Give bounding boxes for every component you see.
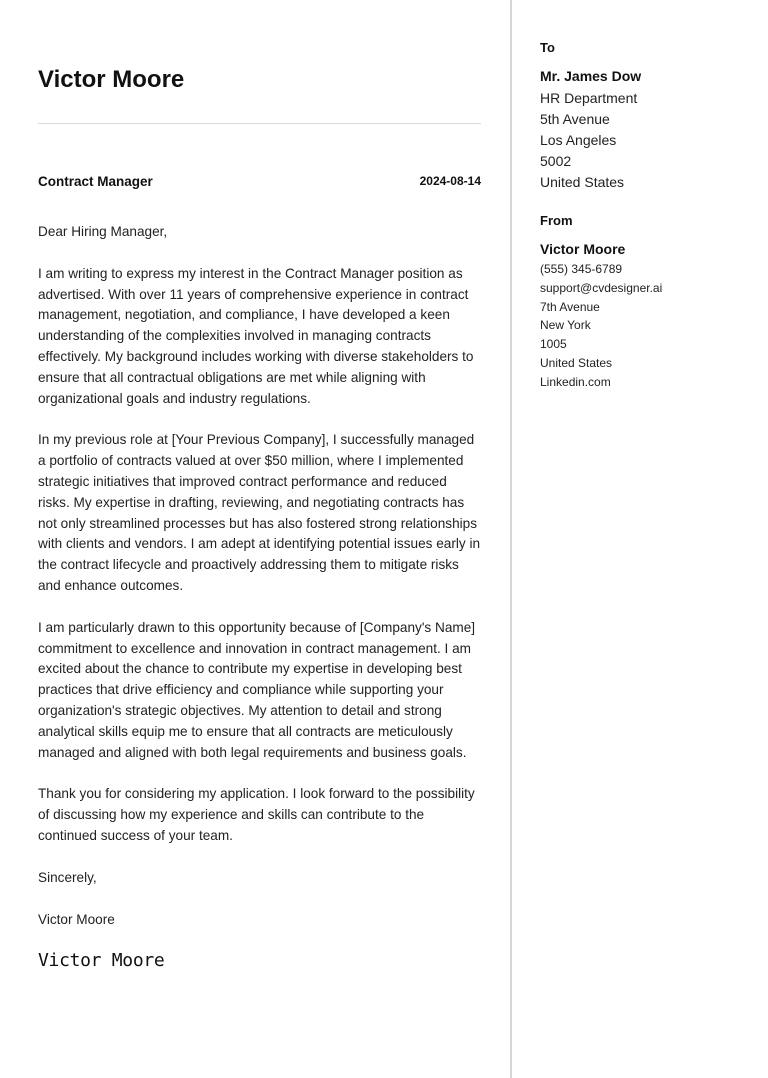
recipient-zip: 5002 [540,153,572,169]
recipient-address [540,88,637,193]
recipient-department: HR Department [540,90,638,106]
closing-name: Victor Moore [38,911,115,927]
letter-body [38,222,482,972]
sender-country: United States [540,355,613,370]
sender-email: support@cvdesigner.ai [540,280,663,295]
header-divider [38,123,481,124]
paragraph: I am particularly drawn to this opportunity because of [Company's Name] commitment to excellence and innovation in contract management. I am excited about the chance to contribute my expertise in developing best practices that drive efficiency and compliance while supporting your organization's strategic objectives. My attention to detail and strong analytical skills equip me to ensure that all contracts are meticulously managed and aligned with both legal requirements and business goals. [38,619,476,760]
sender-zip: 1005 [540,337,567,352]
closing: Sincerely, [38,869,97,885]
recipient-street: 5th Avenue [540,111,610,127]
job-title: Contract Manager [38,174,153,189]
paragraph: In my previous role at [Your Previous Company], I successfully managed a portfolio of contracts valued at over $50 million, where I implemented strategic initiatives that improved contract performance and reduced risks. My expertise in drafting, reviewing, and negotiating contracts has not only streamlined processes but has also fostered strong relationships with clients and vendors. I am adept at identifying potential issues early in the contract lifecycle and proactively addressing them to mitigate risks and enhance outcomes. [38,432,481,593]
recipient-name: Mr. James Dow [540,68,642,84]
greeting: Dear Hiring Manager, [38,224,168,239]
sender-name: Victor Moore [540,241,626,257]
from-label: From [540,213,573,228]
sender-street: 7th Avenue [540,299,600,314]
applicant-name: Victor Moore [38,66,185,93]
letter-date: 2024-08-14 [419,174,481,188]
paragraph: Thank you for considering my application. I look forward to the possibility of discussing how my experience and skills can contribute to the continued success of your team. [38,786,475,843]
paragraph: I am writing to express my interest in the Contract Manager position as advertised. With over 11 years of comprehensive experience in contract management, negotiation, and compliance, I have developed a keen understanding of the complexities involved in managing contracts effectively. My background includes working with diverse stakeholders to ensure that all contractual obligations are met while aligning with organizational goals and industry regulations. [38,265,474,406]
signature: Victor Moore [38,950,165,972]
sender-contact [540,260,662,392]
sender-website: Linkedin.com [540,374,611,389]
recipient-country: United States [540,174,625,190]
sender-phone: (555) 345-6789 [540,262,623,276]
to-label: To [540,40,555,55]
recipient-city: Los Angeles [540,132,617,148]
sidebar-divider [510,0,512,1078]
sender-city: New York [540,318,591,333]
